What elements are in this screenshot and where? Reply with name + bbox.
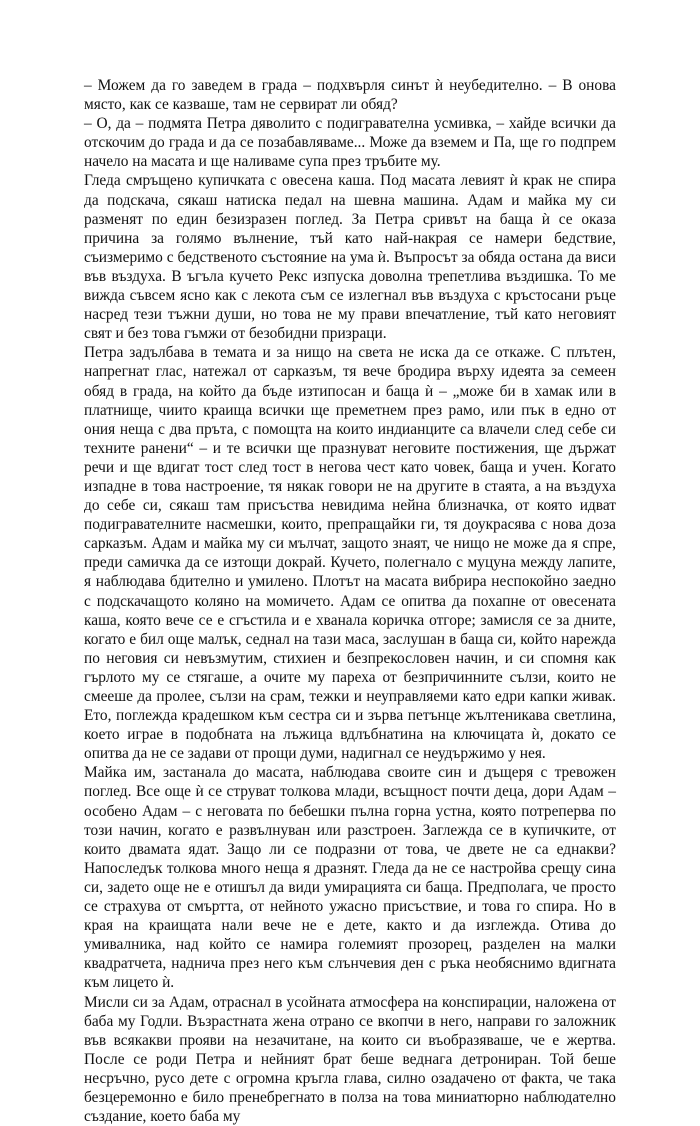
paragraph-6: Мисли си за Адам, отраснал в усойната атмосфера на конспирации, наложена от баба му Годли. Възрастната жена отрано се вкопчи в него, направи го заложник във всякакви прояви на незачитане, на които си въобразяваше, че е жертва. После се роди Петра и нейният брат беше веднага детрониран. Той беше несръчно, русо дете с огромна кръгла глава, силно озадачено от факта, че така безцеремонно е било пренебрегнато в полза на това миниатюрно наблюдателно създание, което баба му — [84, 993, 616, 1126]
page-body — [84, 76, 616, 1126]
paragraph-5: Майка им, застанала до масата, наблюдава своите син и дъщеря с тревожен поглед. Все още ѝ се струват толкова млади, всъщност почти деца, дори Адам – особено Адам – с неговата по бебешки пълна горна устна, която потреперва по този начин, когато е развълнуван или разстроен. Заглежда се в купичките, от които двамата ядат. Защо ли се подразни от това, че двете не са еднакви? Напоследък толкова много неща я дразнят. Гледа да не се настройва срещу сина си, задето още не е отишъл да види умирацията си баща. Предполага, че просто се страхува от смъртта, от нейното ужасно присъствие, и това го спира. Но в края на краищата нали вече не е дете, както и да изглежда. Отива до умивалника, над който се намира големият прозорец, разделен на малки квадратчета, наднича през него към слънчевия ден с ръка необяснимо вдигната към лицето ѝ. — [84, 763, 616, 992]
paragraph-4: Петра задълбава в темата и за нищо на света не иска да се откаже. С плътен, напрегнат глас, натежал от сарказъм, тя вече бродира върху идеята за семеен обяд в града, на който да бъде изтипосан и баща ѝ – „може би в хамак или в платнище, чиито краища всички ще преметнем през рамо, или пък в едно от ония неща с два пръта, с помощта на които индианците са влачели след себе си техните ранени“ – и те всички ще празнуват неговите постижения, ще държат речи и ще вдигат тост след тост в негова чест като човек, баща и учен. Когато изпадне в това настроение, тя някак говори не на другите в стаята, а на въздуха до себе си, сякаш там присъства невидима нейна близначка, от която идват подигравателните насмешки, които, препращайки ги, тя доукрасява с нова доза сарказъм. Адам и майка му си мълчат, защото знаят, че нищо не може да я спре, преди самичка да се изтощи докрай. Кучето, полегнало с муцуна между лапите, я наблюдава бдително и умилено. Плотът на масата вибрира неспокойно заедно с подскачащото коляно на момичето. Адам се опитва да похапне от овесената каша, която вече се е сгъстила и е хванала коричка отгоре; замисля се за дните, когато е бил още малък, седнал на тази маса, заслушан в баща си, който нарежда по неговия си невъзмутим, стихиен и безпрекословен начин, и си спомня как гърлото му се стягаше, а очите му пареха от безпричинните сълзи, които не смееше да пролее, сълзи на срам, тежки и неуправляеми като едри капки живак. Ето, поглежда крадешком към сестра си и зърва петънце жълтеникава светлина, което играе в подобната на лъжица вдлъбнатина на ключицата ѝ, докато се опитва да не се задави от прощи думи, надигнал се неудържимо у нея. — [84, 343, 616, 763]
paragraph-3: Гледа смръщено купичката с овесена каша. Под масата левият ѝ крак не спира да подскача, сякаш натиска педал на шевна машина. Адам и майка му си разменят по един безизразен поглед. За Петра сривът на баща ѝ се оказа причина за голямо вълнение, тъй като най-накрая се намери бедствие, съизмеримо с бедственото състояние на ума ѝ. Въпросът за обяда остана да виси във въздуха. В ъгъла кучето Рекс изпуска доволна трепетлива въздишка. То ме вижда съвсем ясно как с лекота съм се излегнал във въздуха с кръстосани ръце насред тези тъжни души, но това не му прави впечатление, тъй като неговият свят и без това гъмжи от безобидни призраци. — [84, 171, 616, 343]
paragraph-1: – Можем да го заведем в града – подхвърля синът ѝ неубедително. – В онова място, как се казваше, там не сервират ли обяд? — [84, 76, 616, 114]
paragraph-2: – О, да – подмята Петра дяволито с подигравателна усмивка, – хайде всички да отскочим до града и да се позабавляваме... Може да вземем и Па, ще го подпрем начело на масата и ще наливаме супа през тръбите му. — [84, 114, 616, 171]
